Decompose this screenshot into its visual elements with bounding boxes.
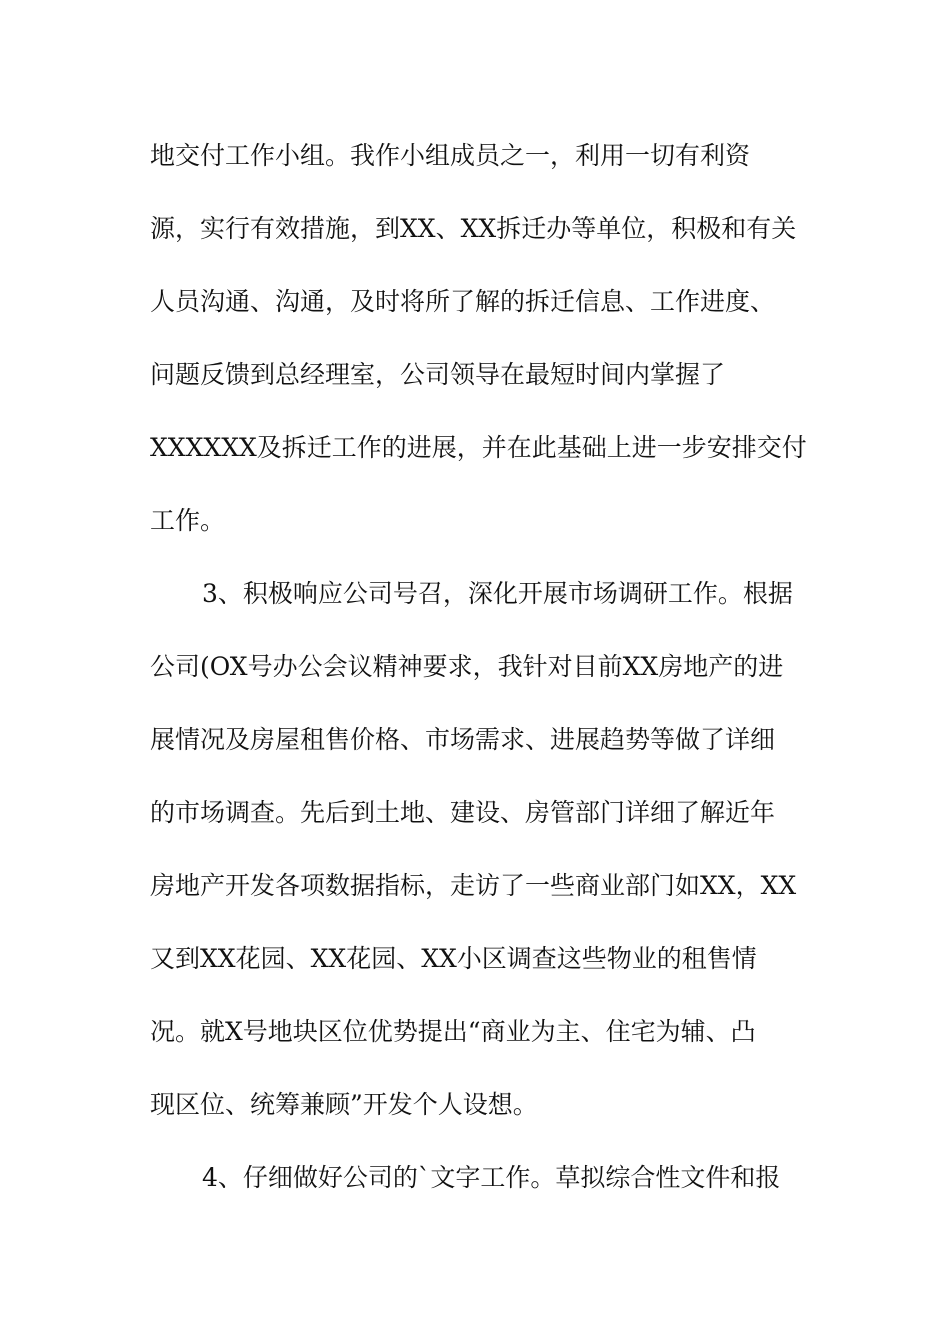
text-line: 地交付工作小组。我作小组成员之一，利用一切有利资 [150, 141, 751, 170]
text-line: 工作。 [150, 506, 226, 535]
body-text [150, 128, 810, 1223]
paragraph-3-first-line: 3、积极响应公司号召，深化开展市场调研工作。根据 [202, 579, 793, 608]
text-line: 源，实行有效措施，到XX、XX拆迁办等单位，积极和有关 [150, 214, 797, 243]
text-line: 公司(OX号办公会议精神要求，我针对目前XX房地产的进 [150, 652, 784, 681]
text-line: 现区位、统筹兼顾”开发个人设想。 [150, 1090, 538, 1119]
text-line: 展情况及房屋租售价格、市场需求、进展趋势等做了详细 [150, 725, 776, 754]
text-line: 房地产开发各项数据指标，走访了一些商业部门如XX，XX [150, 871, 797, 900]
paragraph-4-first-line: 4、仔细做好公司的`文字工作。草拟综合性文件和报 [202, 1163, 781, 1192]
text-line: XXXXXX及拆迁工作的进展，并在此基础上进一步安排交付 [150, 433, 807, 462]
text-line: 况。就X号地块区位优势提出“商业为主、住宅为辅、凸 [150, 1017, 756, 1046]
text-line: 人员沟通、沟通，及时将所了解的拆迁信息、工作进度、 [150, 287, 776, 316]
text-line: 又到XX花园、XX花园、XX小区调查这些物业的租售情 [150, 944, 757, 973]
text-line: 问题反馈到总经理室，公司领导在最短时间内掌握了 [150, 360, 726, 389]
text-line: 的市场调查。先后到土地、建设、房管部门详细了解近年 [150, 798, 776, 827]
